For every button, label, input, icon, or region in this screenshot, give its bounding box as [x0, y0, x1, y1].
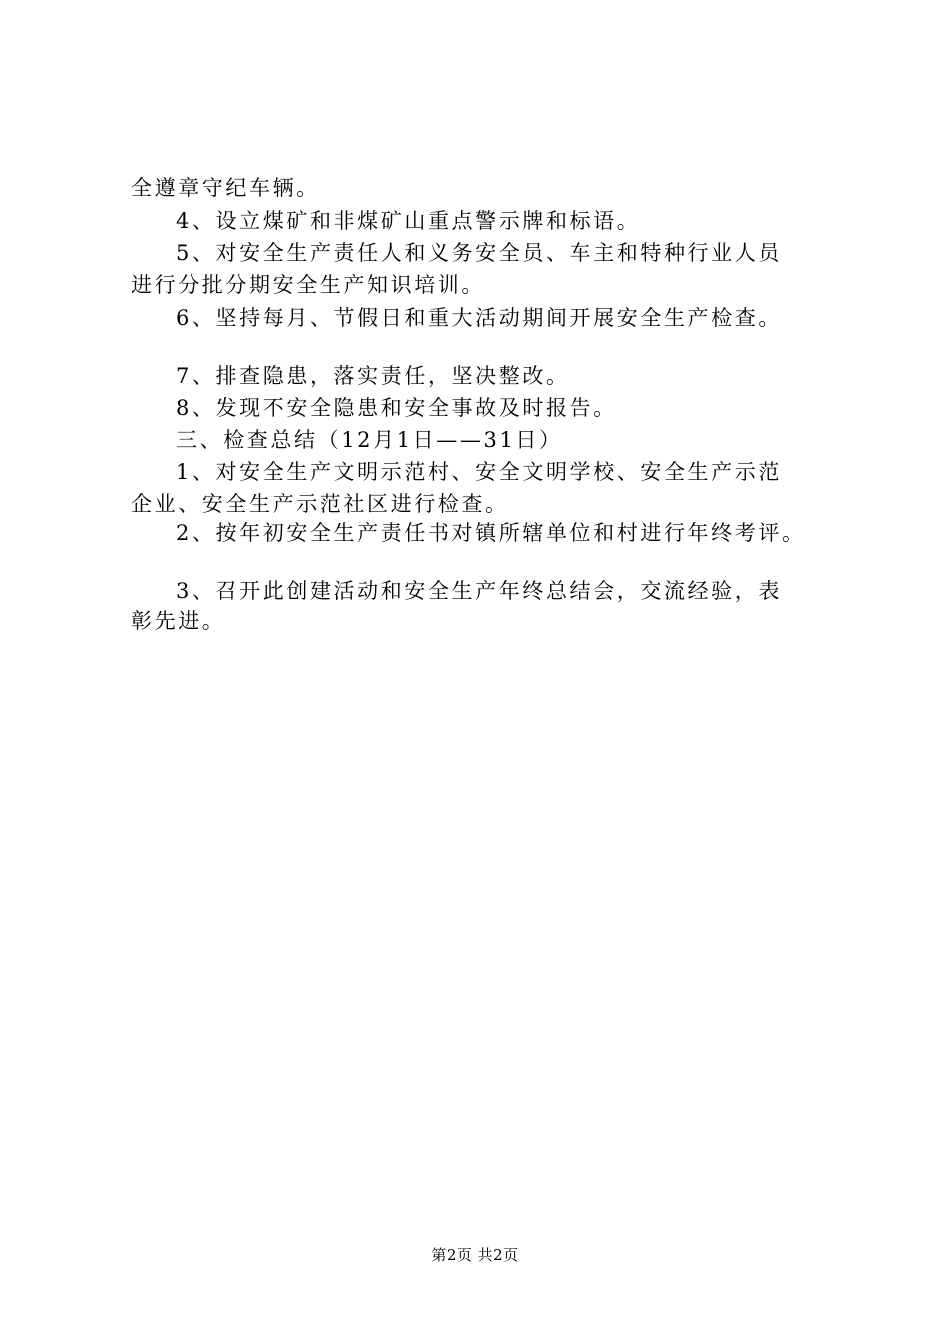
paragraph-line: 6、坚持每月、节假日和重大活动期间开展安全生产检查。: [176, 306, 782, 330]
paragraph-line: 8、发现不安全隐患和安全事故及时报告。: [176, 396, 617, 420]
page-footer: 第2页 共2页: [431, 1246, 519, 1264]
paragraph-line: 1、对安全生产文明示范村、安全文明学校、安全生产示范: [176, 460, 782, 484]
section-heading: 三、检查总结（12月1日——31日）: [176, 428, 563, 452]
paragraph-line: 3、召开此创建活动和安全生产年终总结会，交流经验，表: [176, 579, 782, 603]
paragraph-line: 7、排查隐患，落实责任，坚决整改。: [176, 364, 570, 388]
paragraph-line: 彰先进。: [131, 609, 226, 633]
paragraph-line: 5、对安全生产责任人和义务安全员、车主和特种行业人员: [176, 241, 782, 265]
paragraph-line: 2、按年初安全生产责任书对镇所辖单位和村进行年终考评。: [176, 521, 806, 545]
paragraph-line: 企业、安全生产示范社区进行检查。: [131, 492, 509, 516]
paragraph-line: 全遵章守纪车辆。: [131, 176, 320, 200]
paragraph-line: 4、设立煤矿和非煤矿山重点警示牌和标语。: [176, 209, 641, 233]
paragraph-line: 进行分批分期安全生产知识培训。: [131, 273, 485, 297]
